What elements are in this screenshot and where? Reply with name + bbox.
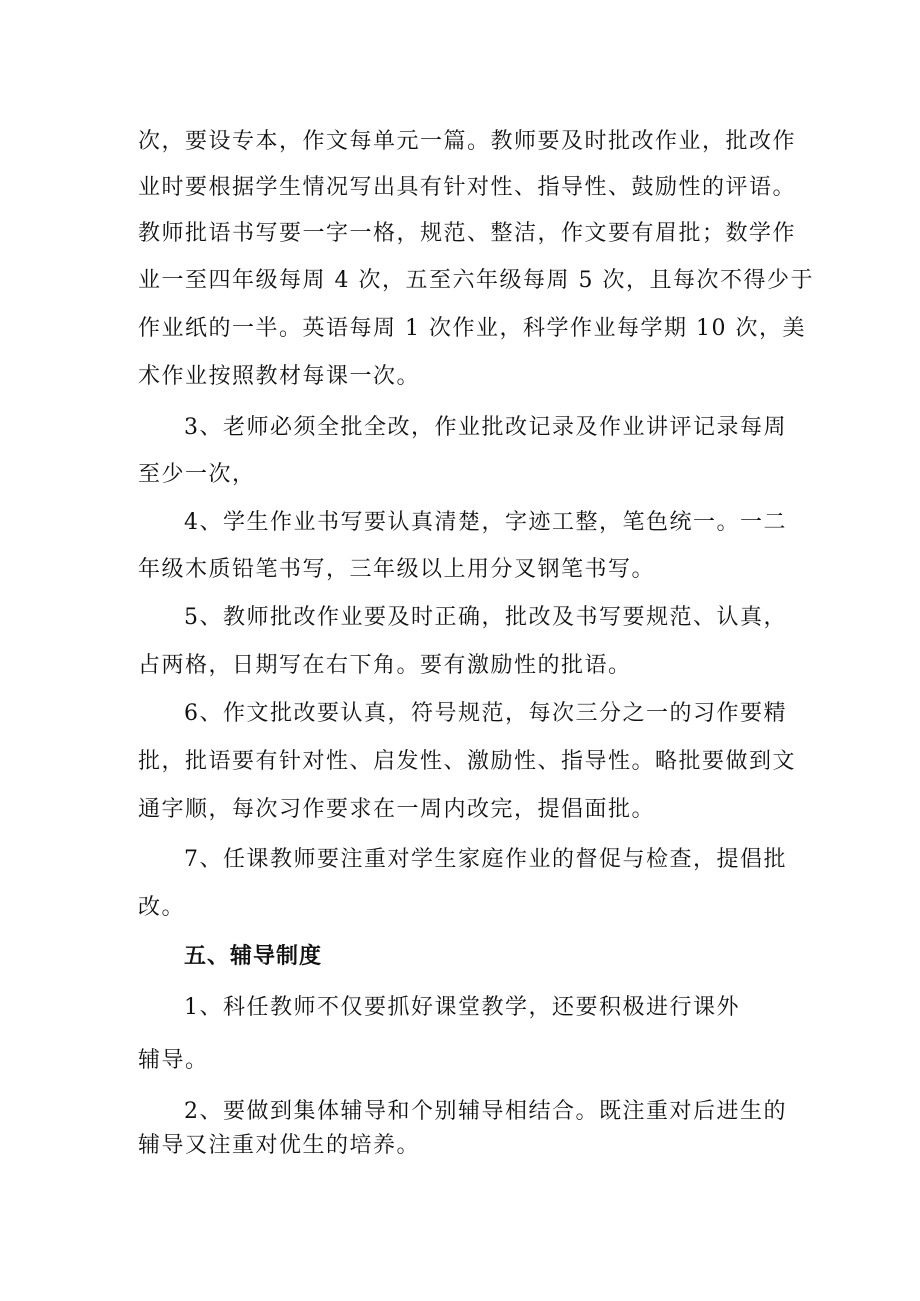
paragraph-line: 辅导。 [138,1048,209,1073]
paragraph-line: 6、作文批改要认真，符号规范，每次三分之一的习作要精 [184,701,787,726]
paragraph-line: 术作业按照教材每课一次。 [138,364,421,389]
paragraph-line: 批，批语要有针对性、启发性、激励性、指导性。略批要做到文 [138,749,797,774]
section-heading: 五、辅导制度 [184,944,323,969]
paragraph-line: 业一至四年级每周 4 次，五至六年级每周 5 次，且每次不得少于 [138,268,814,293]
paragraph-line: 7、任课教师要注重对学生家庭作业的督促与检查，提倡批 [184,847,787,872]
paragraph-line: 辅导又注重对优生的培养。 [138,1133,421,1158]
paragraph-line: 次，要设专本，作文每单元一篇。教师要及时批改作业，批改作 [138,129,797,154]
paragraph-line: 教师批语书写要一字一格，规范、整洁，作文要有眉批；数学作 [138,221,797,246]
paragraph-line: 4、学生作业书写要认真清楚，字迹工整，笔色统一。一二 [184,510,787,535]
paragraph-line: 通字顺，每次习作要求在一周内改完，提倡面批。 [138,797,656,822]
paragraph-line: 占两格，日期写在右下角。要有激励性的批语。 [138,653,632,678]
paragraph-line: 作业纸的一半。英语每周 1 次作业，科学作业每学期 10 次，美 [138,316,806,341]
paragraph-line: 2、要做到集体辅导和个别辅导相结合。既注重对后进生的 [184,1099,787,1124]
paragraph-line: 1、科任教师不仅要抓好课堂教学，还要积极进行课外 [184,995,740,1020]
paragraph-line: 改。 [138,895,186,920]
paragraph-line: 3、老师必须全批全改，作业批改记录及作业讲评记录每周 [184,415,787,440]
paragraph-line: 业时要根据学生情况写出具有针对性、指导性、鼓励性的评语。 [138,175,797,200]
paragraph-line: 5、教师批改作业要及时正确，批改及书写要规范、认真， [184,605,787,630]
paragraph-line: 年级木质铅笔书写，三年级以上用分叉钢笔书写。 [138,557,656,582]
paragraph-line: 至少一次， [138,462,256,487]
